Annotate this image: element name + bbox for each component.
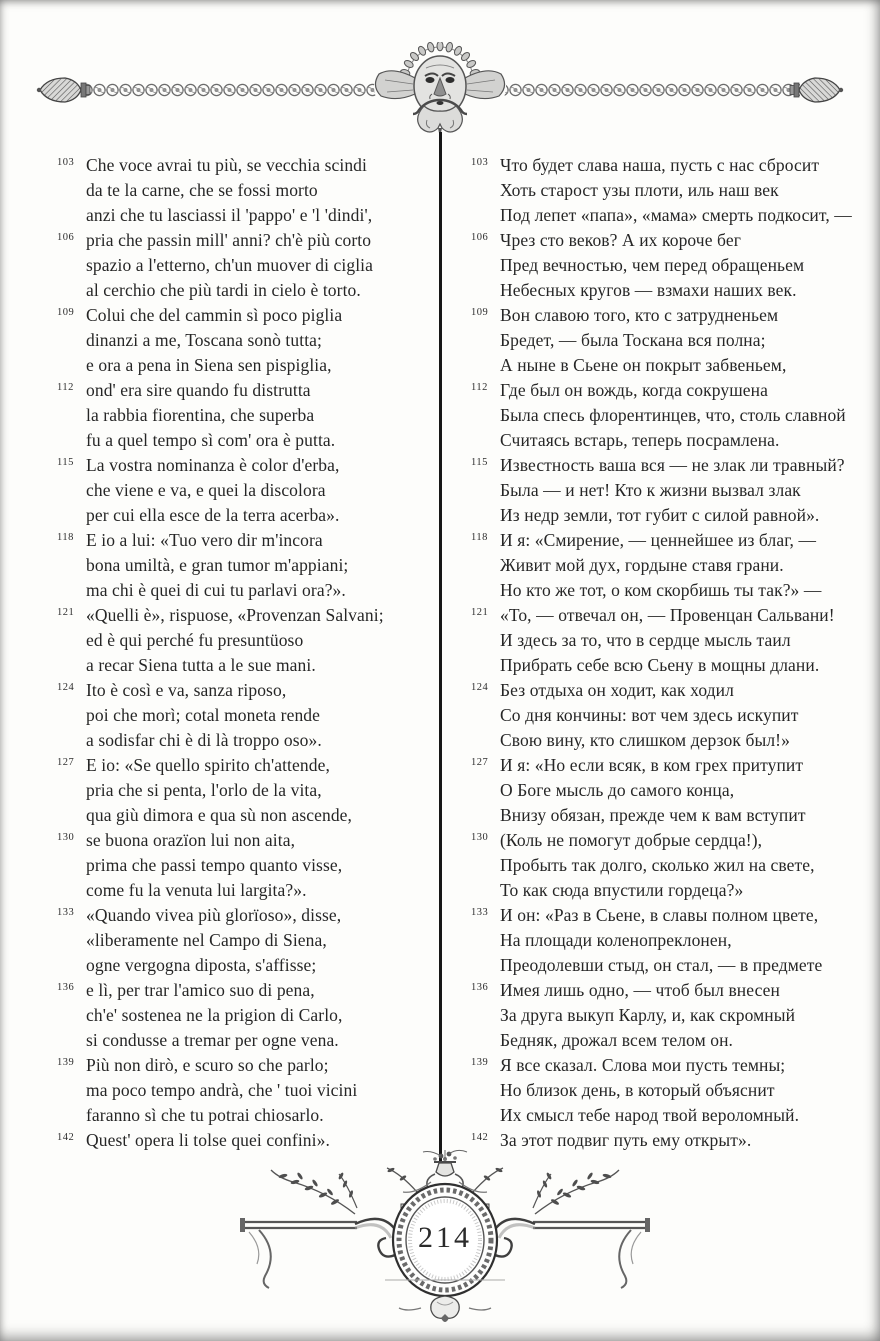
verse-number: 139 xyxy=(471,1057,489,1068)
page-number: 214 xyxy=(418,1221,472,1254)
verse-line: Più non dirò, e scuro so che parlo; xyxy=(86,1055,329,1075)
tercet xyxy=(57,528,439,603)
pinecone-finial-left xyxy=(37,78,90,102)
verse-number: 136 xyxy=(57,982,75,993)
tercet-lines xyxy=(500,303,871,378)
tercet-lines xyxy=(500,228,871,303)
verse-line: come fu la venuta lui largita?». xyxy=(86,880,307,900)
verse-line: spazio a l'etterno, ch'un muover di ciglia xyxy=(86,255,374,275)
verse-line: Чрез сто веков? А их короче бег xyxy=(500,230,741,250)
tercet xyxy=(471,603,871,678)
verse-line: a sodisfar chi è di là troppo oso». xyxy=(86,730,322,750)
verse-line: poi che morì; cotal moneta rende xyxy=(86,705,321,725)
tercet-lines xyxy=(86,453,439,528)
verse-line: Под лепет «папа», «мама» смерть подкосит, — xyxy=(500,205,852,225)
verse-line: E io a lui: «Tuo vero dir m'incora xyxy=(86,530,323,550)
verse-number: 133 xyxy=(471,907,489,918)
tercet xyxy=(471,903,871,978)
verse-line: Бедняк, дрожал всем телом он. xyxy=(500,1030,734,1050)
verse-line: a recar Siena tutta a le sue mani. xyxy=(86,655,316,675)
verse-line: fu a quel tempo sì com' ora è putta. xyxy=(86,430,336,450)
verse-line: Была — и нет! Кто к жизни вызвал злак xyxy=(500,480,801,500)
verse-number: 103 xyxy=(57,157,75,168)
tercet-lines xyxy=(500,153,871,228)
header-ornament-rule xyxy=(35,42,845,138)
verse-line: Прибрать себе всю Сьену в мощны длани. xyxy=(500,655,820,675)
verse-line: Я все сказал. Слова мои пусть темны; xyxy=(500,1055,786,1075)
verse-line: (Коль не помогут добрые сердца!), xyxy=(500,830,763,850)
tercet-lines xyxy=(500,453,871,528)
verse-line: se buona orazïon lui non aita, xyxy=(86,830,296,850)
verse-line: anzi che tu lasciassi il 'pappo' e 'l 'dindi', xyxy=(86,205,373,225)
verse-number: 115 xyxy=(471,457,488,468)
grotesque-mask-icon xyxy=(374,42,506,138)
verse-line: Хоть старост узы плоти, иль наш век xyxy=(500,180,779,200)
verse-line: e lì, per trar l'amico suo di pena, xyxy=(86,980,315,1000)
verse-line: «Quando vivea più glorïoso», disse, xyxy=(86,905,342,925)
verse-line: И я: «Но если всяк, в ком грех притупит xyxy=(500,755,804,775)
verse-number: 124 xyxy=(57,682,75,693)
tercet xyxy=(57,903,439,978)
verse-line: Живит мой дух, гордыне ставя грани. xyxy=(500,555,784,575)
verse-line: prima che passi tempo quanto visse, xyxy=(86,855,343,875)
verse-line: Свою вину, кто слишком дерзок был!» xyxy=(500,730,790,750)
verse-line: И он: «Раз в Сьене, в славы полном цвете, xyxy=(500,905,819,925)
verse-line: la rabbia fiorentina, che superba xyxy=(86,405,315,425)
tercet xyxy=(57,828,439,903)
tercet-lines xyxy=(500,978,871,1053)
verse-number: 139 xyxy=(57,1057,75,1068)
verse-line: На площади коленопреклонен, xyxy=(500,930,732,950)
tercet-lines xyxy=(86,153,439,228)
verse-line: Внизу обязан, прежде чем к вам вступит xyxy=(500,805,806,825)
verse-line: Имея лишь одно, — чтоб был внесен xyxy=(500,980,780,1000)
verse-line: pria che passin mill' anni? ch'è più corto xyxy=(86,230,372,250)
tercet xyxy=(471,453,871,528)
verse-line: Colui che del cammin sì poco piglia xyxy=(86,305,343,325)
tercet xyxy=(471,303,871,378)
verse-number: 109 xyxy=(471,307,489,318)
verse-line: Где был он вождь, когда сокрушена xyxy=(500,380,768,400)
verse-number: 136 xyxy=(471,982,489,993)
verse-number: 118 xyxy=(57,532,74,543)
tercet-lines xyxy=(86,678,439,753)
verse-line: «liberamente nel Campo di Siena, xyxy=(86,930,327,950)
verse-line: da te la carne, che se fossi morto xyxy=(86,180,318,200)
tercet xyxy=(57,1053,439,1128)
verse-line: Quest' opera li tolse quei confini». xyxy=(86,1130,330,1150)
verse-line: che viene e va, e quei la discolora xyxy=(86,480,326,500)
tercet-lines xyxy=(86,753,439,828)
tercet xyxy=(57,378,439,453)
verse-line: «То, — отвечал он, — Провенцан Сальвани! xyxy=(500,605,835,625)
italian-text-column xyxy=(57,153,439,1153)
tercet xyxy=(471,228,871,303)
verse-number: 106 xyxy=(471,232,489,243)
verse-line: За друга выкуп Карлу, и, как скромный xyxy=(500,1005,796,1025)
tercet xyxy=(57,303,439,378)
russian-text-column xyxy=(471,153,871,1153)
verse-number: 142 xyxy=(471,1132,489,1143)
verse-line: ond' era sire quando fu distrutta xyxy=(86,380,311,400)
tercet-lines xyxy=(86,978,439,1053)
verse-line: dinanzi a me, Toscana sonò tutta; xyxy=(86,330,322,350)
verse-line: «Quelli è», rispuose, «Provenzan Salvani; xyxy=(86,605,384,625)
verse-line: Без отдыха он ходит, как ходил xyxy=(500,680,734,700)
verse-line: pria che si penta, l'orlo de la vita, xyxy=(86,780,322,800)
verse-line: e ora a pena in Siena sen pispiglia, xyxy=(86,355,332,375)
tercet-lines xyxy=(86,603,439,678)
tercet-lines xyxy=(500,903,871,978)
column-divider-line xyxy=(439,132,442,1162)
verse-number: 115 xyxy=(57,457,74,468)
verse-line: Но кто же тот, о ком скорбишь ты так?» — xyxy=(500,580,822,600)
verse-number: 106 xyxy=(57,232,75,243)
verse-line: si condusse a tremar per ogne vena. xyxy=(86,1030,339,1050)
verse-line: Вон славою того, кто с затрудненьем xyxy=(500,305,779,325)
verse-line: Известность ваша вся — не злак ли травный? xyxy=(500,455,845,475)
tercet xyxy=(57,603,439,678)
pinecone-finial-right xyxy=(790,78,843,102)
tercet xyxy=(471,378,871,453)
verse-line: ma poco tempo andrà, che ' tuoi vicini xyxy=(86,1080,358,1100)
tercet xyxy=(57,153,439,228)
tercet-lines xyxy=(86,1053,439,1128)
verse-line: qua giù dimora e qua sù non ascende, xyxy=(86,805,353,825)
tercet-lines xyxy=(500,1053,871,1128)
tercet xyxy=(471,753,871,828)
verse-line: al cerchio che più tardi in cielo è torto. xyxy=(86,280,361,300)
tercet-lines xyxy=(500,378,871,453)
verse-line: La vostra nominanza è color d'erba, xyxy=(86,455,340,475)
verse-line: Была спесь флорентинцев, что, столь славной xyxy=(500,405,846,425)
verse-line: И здесь за то, что в сердце мысль таил xyxy=(500,630,791,650)
tercet xyxy=(57,678,439,753)
tercet-lines xyxy=(500,528,871,603)
tercet-lines xyxy=(500,828,871,903)
verse-line: Пред вечностью, чем перед обращеньем xyxy=(500,255,805,275)
tercet-lines xyxy=(86,903,439,978)
verse-line: Бредет, — была Тоскана вся полна; xyxy=(500,330,766,350)
verse-line: Пробыть так долго, сколько жил на свете, xyxy=(500,855,815,875)
verse-line: Из недр земли, тот губит с силой равной». xyxy=(500,505,820,525)
tercet-lines xyxy=(86,828,439,903)
tercet-lines xyxy=(86,528,439,603)
verse-line: Их смысл тебе народ твой вероломный. xyxy=(500,1105,800,1125)
verse-line: ch'e' sostenea ne la prigion di Carlo, xyxy=(86,1005,343,1025)
verse-line: Небесных кругов — взмахи наших век. xyxy=(500,280,797,300)
tercet-lines xyxy=(86,303,439,378)
verse-line: faranno sì che tu potrai chiosarlo. xyxy=(86,1105,324,1125)
verse-number: 109 xyxy=(57,307,75,318)
verse-number: 103 xyxy=(471,157,489,168)
verse-line: Преодолевши стыд, он стал, — в предмете xyxy=(500,955,823,975)
tercet xyxy=(471,1053,871,1128)
tercet xyxy=(57,453,439,528)
verse-line: ogne vergogna diposta, s'affisse; xyxy=(86,955,317,975)
verse-number: 121 xyxy=(57,607,75,618)
verse-number: 142 xyxy=(57,1132,75,1143)
verse-line: И я: «Смирение, — ценнейшее из благ, — xyxy=(500,530,817,550)
verse-line: Но близок день, в который объяснит xyxy=(500,1080,775,1100)
verse-number: 130 xyxy=(57,832,75,843)
verse-line: E io: «Se quello spirito ch'attende, xyxy=(86,755,330,775)
verse-line: Che voce avrai tu più, se vecchia scindi xyxy=(86,155,367,175)
verse-number: 127 xyxy=(471,757,489,768)
chain-rule-graphic xyxy=(35,42,845,138)
verse-number: 133 xyxy=(57,907,75,918)
verse-number: 121 xyxy=(471,607,489,618)
tercet-lines xyxy=(86,378,439,453)
verse-line: То как сюда впустили гордеца?» xyxy=(500,880,744,900)
tercet xyxy=(471,678,871,753)
tercet-lines xyxy=(500,603,871,678)
verse-number: 112 xyxy=(57,382,74,393)
verse-line: За этот подвиг путь ему открыт». xyxy=(500,1130,752,1150)
verse-number: 124 xyxy=(471,682,489,693)
verse-line: О Боге мысль до самого конца, xyxy=(500,780,735,800)
verse-line: Считаясь встарь, теперь посрамлена. xyxy=(500,430,780,450)
tercet xyxy=(57,228,439,303)
tercet xyxy=(471,528,871,603)
verse-line: Ito è così e va, sanza riposo, xyxy=(86,680,287,700)
tercet xyxy=(471,978,871,1053)
tercet-lines xyxy=(500,678,871,753)
verse-number: 130 xyxy=(471,832,489,843)
tercet-lines xyxy=(86,228,439,303)
tercet-lines xyxy=(500,753,871,828)
verse-line: ma chi è quei di cui tu parlavi ora?». xyxy=(86,580,346,600)
verse-line: Со дня кончины: вот чем здесь искупит xyxy=(500,705,799,725)
verse-line: per cui ella esce de la terra acerba». xyxy=(86,505,340,525)
verse-line: А ныне в Сьене он покрыт забвеньем, xyxy=(500,355,787,375)
verse-number: 112 xyxy=(471,382,488,393)
tercet xyxy=(57,978,439,1053)
verse-line: bona umiltà, e gran tumor m'appiani; xyxy=(86,555,349,575)
verse-number: 127 xyxy=(57,757,75,768)
tercet xyxy=(471,828,871,903)
verse-line: Что будет слава наша, пусть с нас сбросит xyxy=(500,155,820,175)
tercet xyxy=(471,153,871,228)
verse-number: 118 xyxy=(471,532,488,543)
tercet xyxy=(57,753,439,828)
verse-line: ed è qui perché fu presuntüoso xyxy=(86,630,304,650)
